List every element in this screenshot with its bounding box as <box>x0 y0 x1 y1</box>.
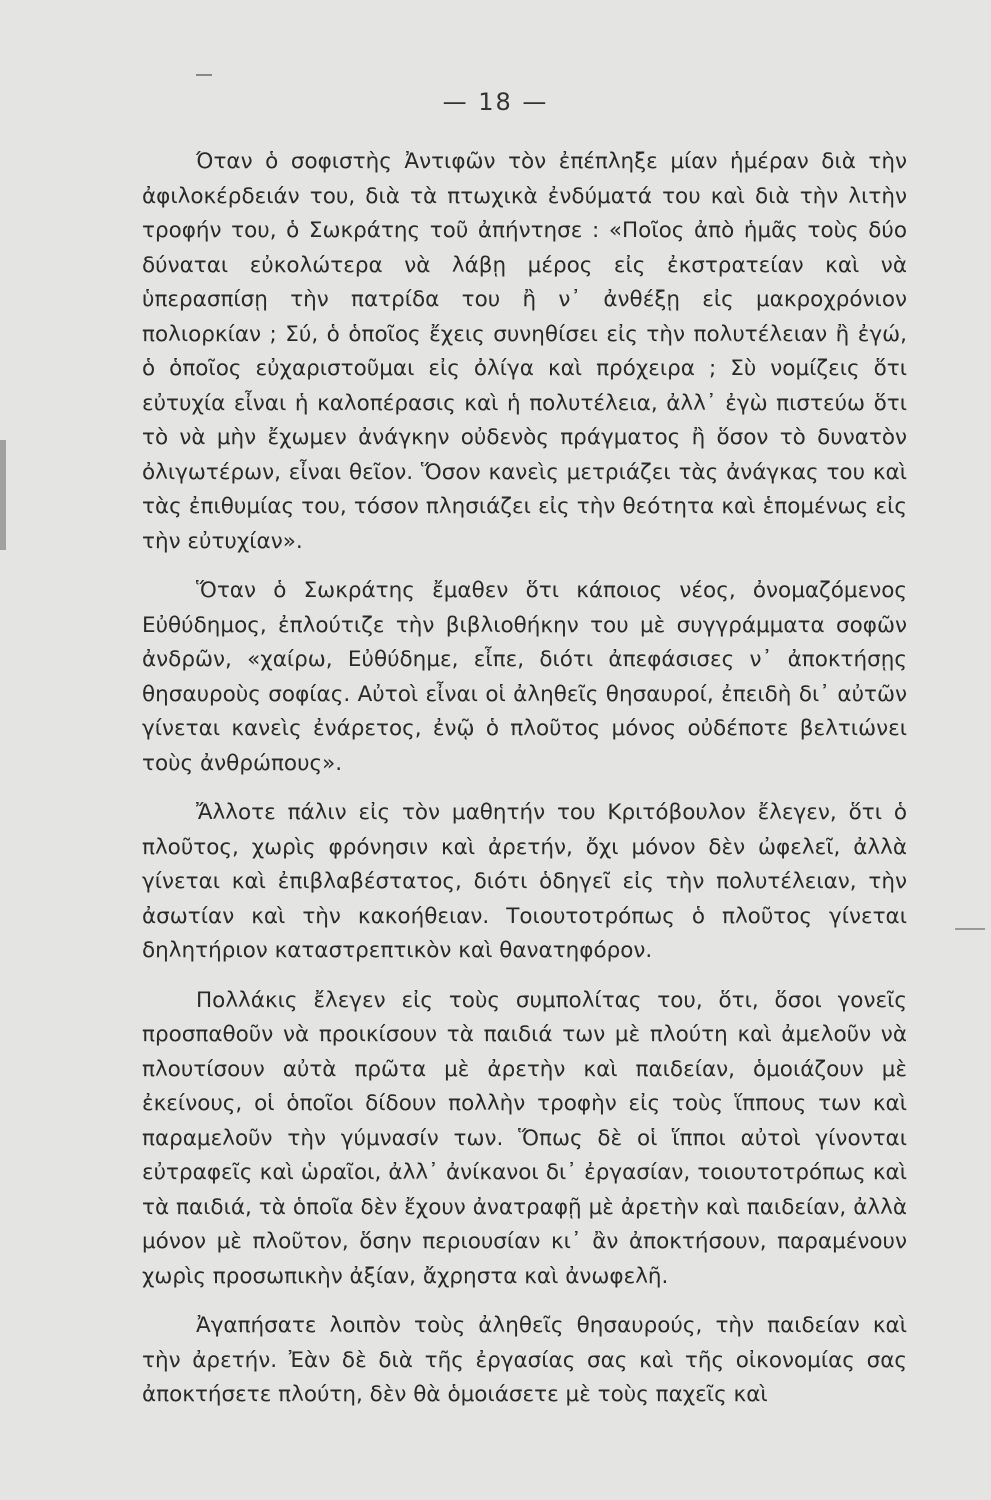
page-number: — 18 — <box>442 88 549 116</box>
page-body <box>142 145 907 1413</box>
paragraph-euthydemus: Ὅταν ὁ Σωκράτης ἔμαθεν ὅτι κάποιος νέος, ὀνομαζόμενος Εὐθύδημος, ἐπλούτιζε τὴν βιβλιοθήκην του μὲ συγγράμματα σοφῶν ἀνδρῶν, «χαίρω, Εὐθύδημε, εἶπε, διότι ἀπεφάσισες ν᾽ ἀποκτήσῃς θησαυροὺς σοφίας. Αὐτοὶ εἶναι οἱ ἀληθεῖς θησαυροί, ἐπειδὴ δι᾽ αὐτῶν γίνεται κανεὶς ἐνάρετος, ἐνῷ ὁ πλοῦτος μόνος οὐδέποτε βελτιώνει τοὺς ἀνθρώπους». <box>142 578 907 776</box>
binding-shadow <box>0 440 6 550</box>
paragraph-exhortation: Ἀγαπήσατε λοιπὸν τοὺς ἀληθεῖς θησαυρούς, τὴν παιδείαν καὶ τὴν ἀρετήν. Ἐὰν δὲ διὰ τῆς ἐργασίας σας καὶ τῆς οἰκονομίας σας ἀποκτήσετε πλούτη, δὲν θὰ ὁμοιάσετε μὲ τοὺς παχεῖς καὶ <box>142 1313 907 1407</box>
paragraph-kritobulos: Ἄλλοτε πάλιν εἰς τὸν μαθητήν του Κριτόβουλον ἔλεγεν, ὅτι ὁ πλοῦτος, χωρὶς φρόνησιν καὶ ἀρετήν, ὄχι μόνον δὲν ὠφελεῖ, ἀλλὰ γίνεται καὶ ἐπιβλαβέστατος, διότι ὁδηγεῖ εἰς τὴν πολυτέλειαν, τὴν ἀσωτίαν καὶ τὴν κακοήθειαν. Τοιουτοτρόπως ὁ πλοῦτος γίνεται δηλητήριον καταστρεπτικὸν καὶ θανατηφόρον. <box>142 800 907 963</box>
margin-mark <box>955 928 985 930</box>
print-mark <box>196 74 212 76</box>
paragraph-antiphon: Όταν ὁ σοφιστὴς Ἀντιφῶν τὸν ἐπέπληξε μίαν ἡμέραν διὰ τὴν ἀφιλοκέρδειάν του, διὰ τὰ πτωχικὰ ἐνδύματά του καὶ διὰ τὴν λιτὴν τροφήν του, ὁ Σωκράτης τοῦ ἀπήντησε : «Ποῖος ἀπὸ ἡμᾶς τοὺς δύο δύναται εὐκολώτερα νὰ λάβῃ μέρος εἰς ἐκστρατείαν καὶ νὰ ὑπερασπίσῃ τὴν πατρίδα του ἢ ν᾽ ἀνθέξῃ εἰς μακροχρόνιον πολιορκίαν ; Σύ, ὁ ὁποῖος ἔχεις συνηθίσει εἰς τὴν πολυτέλειαν ἢ ἐγώ, ὁ ὁποῖος εὐχαριστοῦμαι εἰς ὀλίγα καὶ πρόχειρα ; Σὺ νομίζεις ὅτι εὐτυχία εἶναι ἡ καλοπέρασις καὶ ἡ πολυτέλεια, ἀλλ᾽ ἐγὼ πιστεύω ὅτι τὸ νὰ μὴν ἔχωμεν ἀνάγκην οὐδενὸς πράγματος ἢ ὅσον τὸ δυνατὸν ὀλιγωτέρων, εἶναι θεῖον. Ὅσον κανεὶς μετριάζει τὰς ἀνάγκας του καὶ τὰς ἐπιθυμίας του, τόσον πλησιάζει εἰς τὴν θεότητα καὶ ἑπομένως εἰς τὴν εὐτυχίαν». <box>142 149 907 554</box>
paragraph-parents: Πολλάκις ἔλεγεν εἰς τοὺς συμπολίτας του, ὅτι, ὅσοι γονεῖς προσπαθοῦν νὰ προικίσουν τὰ παιδιά των μὲ πλούτη καὶ ἀμελοῦν νὰ πλουτίσουν αὐτὰ πρῶτα μὲ ἀρετὴν καὶ παιδείαν, ὁμοιάζουν μὲ ἐκείνους, οἱ ὁποῖοι δίδουν πολλὴν τροφὴν εἰς τοὺς ἵππους των καὶ παραμελοῦν τὴν γύμνασίν των. Ὅπως δὲ οἱ ἵπποι αὐτοὶ γίνονται εὐτραφεῖς καὶ ὡραῖοι, ἀλλ᾽ ἀνίκανοι δι᾽ ἐργασίαν, τοιουτοτρόπως καὶ τὰ παιδιά, τὰ ὁποῖα δὲν ἔχουν ἀνατραφῇ μὲ ἀρετὴν καὶ παιδείαν, ἀλλὰ μόνον μὲ πλοῦτον, ὅσην περιουσίαν κι᾽ ἂν ἀποκτήσουν, παραμένουν χωρὶς προσωπικὴν ἀξίαν, ἄχρηστα καὶ ἀνωφελῆ. <box>142 987 907 1289</box>
